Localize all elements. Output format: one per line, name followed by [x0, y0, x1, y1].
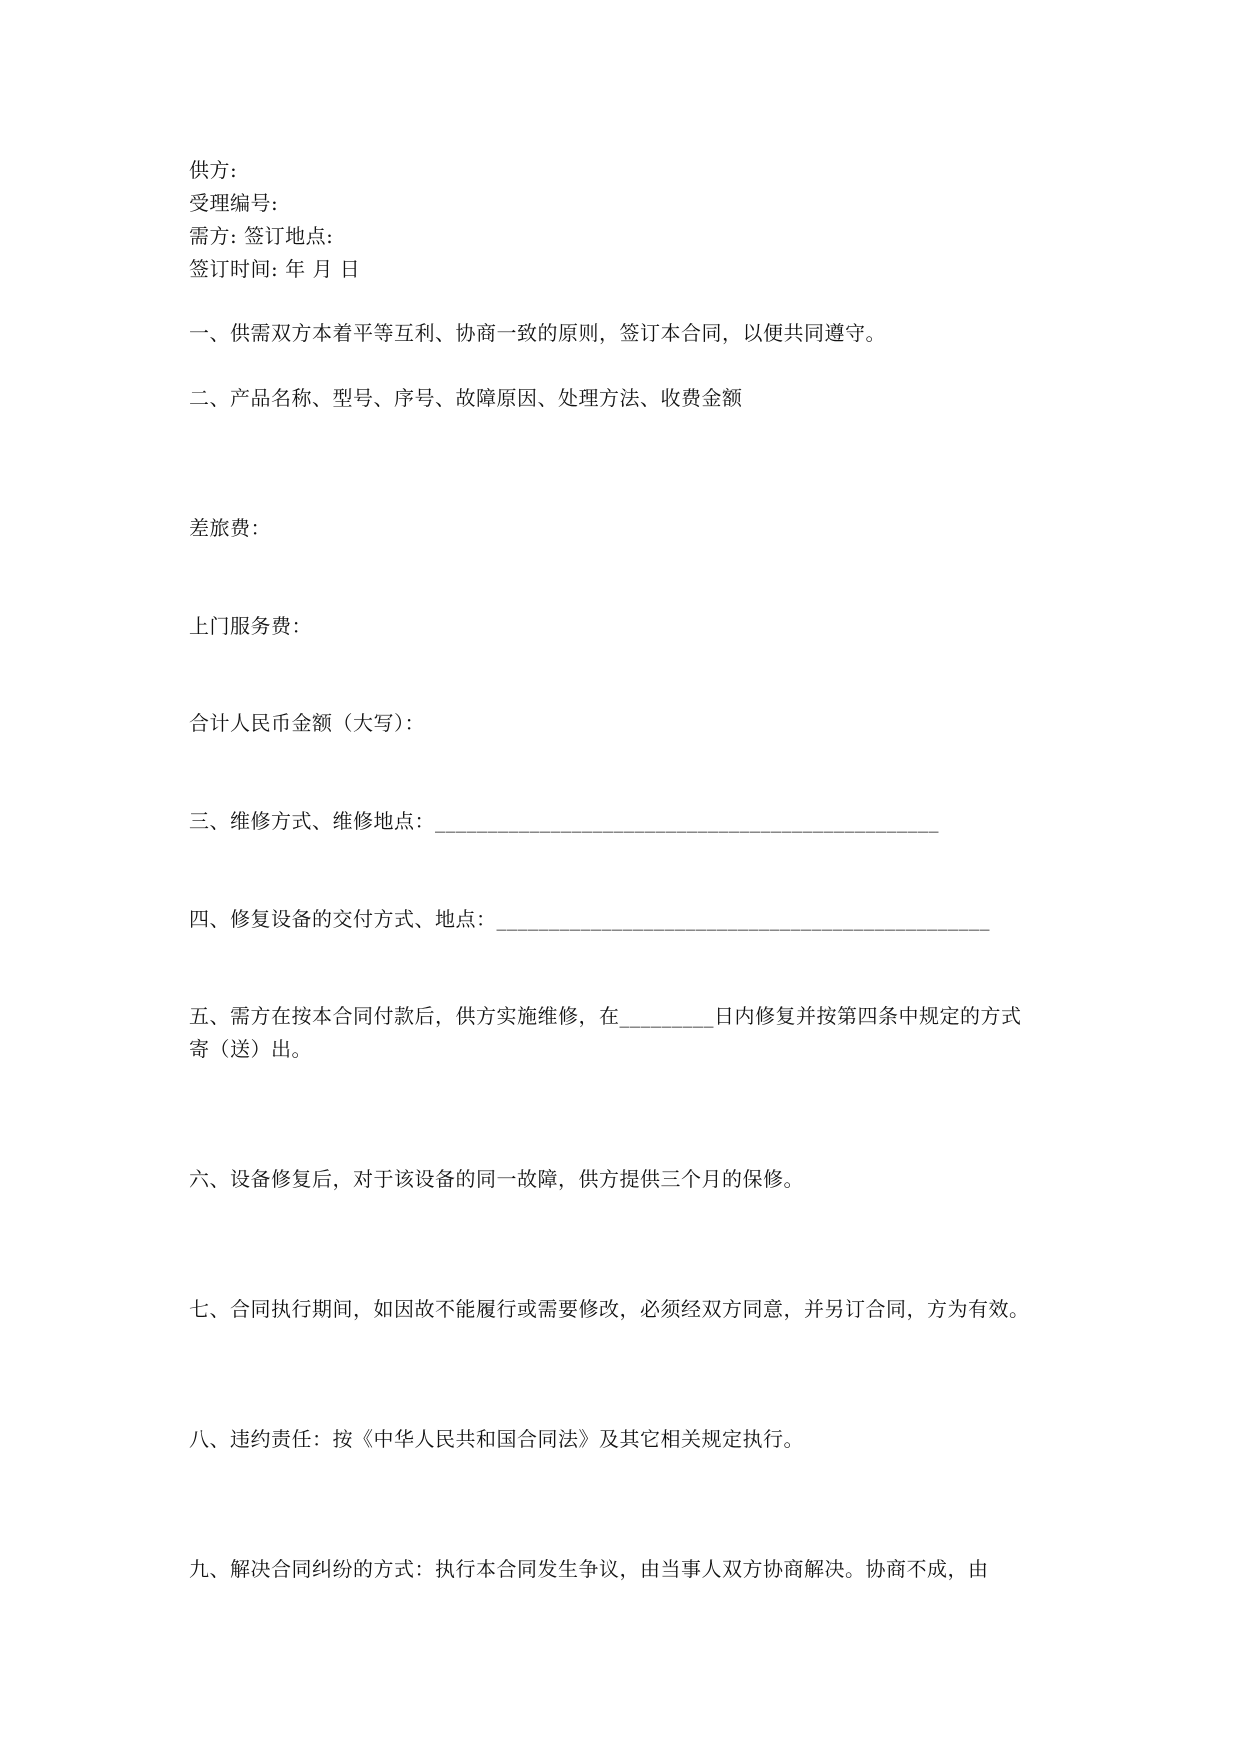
- clause-3: 三、维修方式、维修地点：________________________________________________: [189, 809, 939, 833]
- sign-time-label: 签订时间: 年 月 日: [189, 257, 361, 281]
- clause-8: 八、违约责任：按《中华人民共和国合同法》及其它相关规定执行。: [189, 1427, 804, 1451]
- clause-5-line-2: 寄（送）出。: [189, 1037, 312, 1061]
- clause-9: 九、解决合同纠纷的方式：执行本合同发生争议，由当事人双方协商解决。协商不成，由: [189, 1557, 989, 1581]
- clause-5-line-1: 五、需方在按本合同付款后，供方实施维修，在_________日内修复并按第四条中规定的方式: [189, 1004, 1022, 1028]
- travel-fee-label: 差旅费：: [189, 516, 271, 540]
- clause-2: 二、产品名称、型号、序号、故障原因、处理方法、收费金额: [189, 386, 743, 410]
- clause-4: 四、修复设备的交付方式、地点：_______________________________________________: [189, 907, 990, 931]
- total-rmb-label: 合计人民币金额（大写）：: [189, 711, 425, 735]
- clause-1: 一、供需双方本着平等互利、协商一致的原则，签订本合同，以便共同遵守。: [189, 321, 886, 345]
- supplier-label: 供方:: [189, 158, 238, 182]
- buyer-sign-place-label: 需方: 签订地点:: [189, 224, 334, 248]
- acceptance-number-label: 受理编号:: [189, 191, 279, 215]
- clause-6: 六、设备修复后，对于该设备的同一故障，供方提供三个月的保修。: [189, 1167, 804, 1191]
- clause-7: 七、合同执行期间，如因故不能履行或需要修改，必须经双方同意，并另订合同，方为有效。: [189, 1297, 1030, 1321]
- onsite-fee-label: 上门服务费：: [189, 614, 312, 638]
